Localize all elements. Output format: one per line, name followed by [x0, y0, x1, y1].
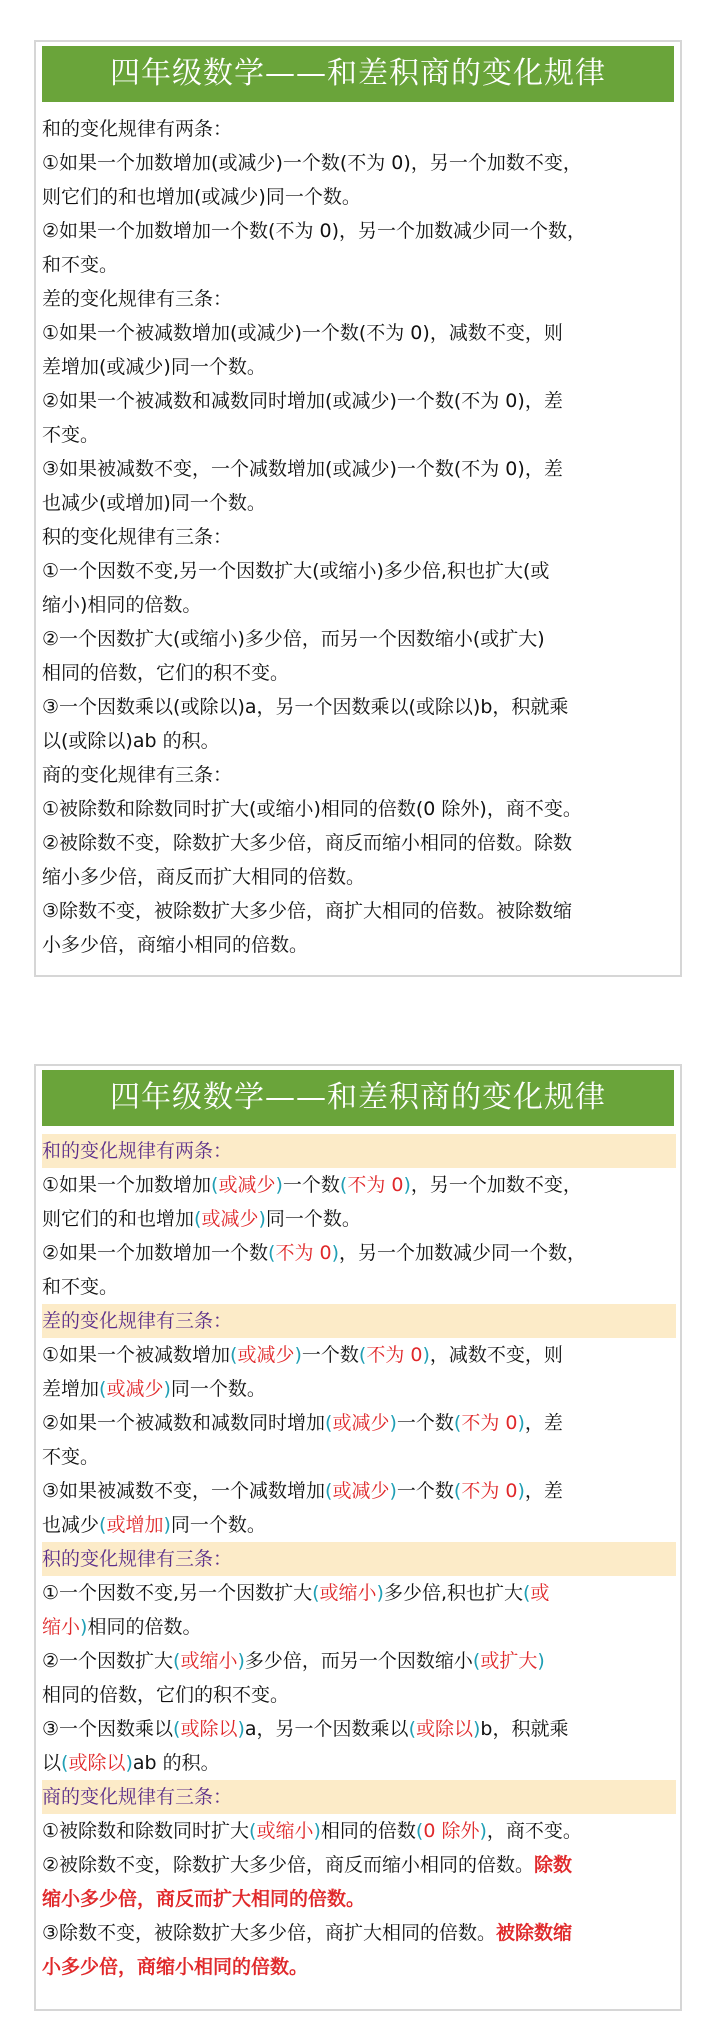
rule-text: 小多少倍，商缩小相同的倍数。: [42, 934, 309, 956]
rule-text: ①如果一个被减数增加(或减少)一个数(不为 0)，减数不变，则: [42, 1344, 563, 1366]
rule-text: 则它们的和也增加(或减少)同一个数。: [42, 1208, 361, 1230]
section-heading-sum: 和的变化规律有两条：: [42, 118, 233, 140]
page-title: 四年级数学——和差积商的变化规律: [42, 46, 674, 102]
rule-text: ③如果被减数不变，一个减数增加(或减少)一个数(不为 0)，差: [42, 458, 563, 480]
rule-text: ②如果一个加数增加一个数(不为 0)，另一个加数减少同一个数，: [42, 220, 586, 242]
rule-text: ①一个因数不变,另一个因数扩大(或缩小)多少倍,积也扩大(或: [42, 1582, 550, 1604]
rule-text: 也减少(或增加)同一个数。: [42, 492, 266, 514]
rule-text: 和不变。: [42, 254, 119, 276]
rules-card-highlighted: [34, 1064, 682, 2011]
rule-text: 以(或除以)ab 的积。: [42, 1752, 220, 1774]
rule-text: ③除数不变，被除数扩大多少倍，商扩大相同的倍数。被除数缩: [42, 900, 573, 922]
section-heading-sum: 和的变化规律有两条：: [42, 1134, 676, 1168]
rule-text: 相同的倍数，它们的积不变。: [42, 1684, 290, 1706]
rule-text: 相同的倍数，它们的积不变。: [42, 662, 290, 684]
rule-text: ②一个因数扩大(或缩小)多少倍，而另一个因数缩小(或扩大): [42, 628, 545, 650]
rules-content: [36, 1126, 680, 1984]
rule-text: ①一个因数不变,另一个因数扩大(或缩小)多少倍,积也扩大(或: [42, 560, 550, 582]
section-heading-quot: 商的变化规律有三条：: [42, 1780, 676, 1814]
section-heading-prod: 积的变化规律有三条：: [42, 526, 233, 548]
section-heading-diff: 差的变化规律有三条：: [42, 288, 233, 310]
rule-text: 差增加(或减少)同一个数。: [42, 356, 266, 378]
rule-text: 缩小多少倍，商反而扩大相同的倍数。: [42, 866, 366, 888]
rule-text: ②如果一个加数增加一个数(不为 0)，另一个加数减少同一个数，: [42, 1242, 587, 1264]
rule-text: 缩小)相同的倍数。: [42, 1616, 202, 1638]
rule-text: 不变。: [42, 424, 100, 446]
rule-text: 不变。: [42, 1446, 100, 1468]
rule-text: ③一个因数乘以(或除以)a，另一个因数乘以(或除以)b，积就乘: [42, 696, 569, 718]
section-heading-prod: 积的变化规律有三条：: [42, 1542, 676, 1576]
section-heading-diff: 差的变化规律有三条：: [42, 1304, 676, 1338]
rule-text: 差增加(或减少)同一个数。: [42, 1378, 266, 1400]
rule-text: ①如果一个加数增加(或减少)一个数(不为 0)，另一个加数不变，: [42, 1174, 582, 1196]
rule-text: ①如果一个被减数增加(或减少)一个数(不为 0)，减数不变，则: [42, 322, 563, 344]
rule-text: 也减少(或增加)同一个数。: [42, 1514, 266, 1536]
rule-text: 以(或除以)ab 的积。: [42, 730, 220, 752]
page-title: 四年级数学——和差积商的变化规律: [42, 1070, 674, 1126]
rule-text: 和不变。: [42, 1276, 119, 1298]
rule-text: ③除数不变，被除数扩大多少倍，商扩大相同的倍数。被除数缩: [42, 1922, 573, 1944]
rule-text: ②被除数不变，除数扩大多少倍，商反而缩小相同的倍数。除数: [42, 832, 573, 854]
rule-text: ①如果一个加数增加(或减少)一个数(不为 0)，另一个加数不变，: [42, 152, 582, 174]
rule-text: 缩小多少倍，商反而扩大相同的倍数。: [42, 1888, 366, 1910]
rule-text: ①被除数和除数同时扩大(或缩小)相同的倍数(0 除外)，商不变。: [42, 1820, 582, 1842]
rule-text: ③如果被减数不变，一个减数增加(或减少)一个数(不为 0)，差: [42, 1480, 563, 1502]
rule-text: ②如果一个被减数和减数同时增加(或减少)一个数(不为 0)，差: [42, 390, 563, 412]
rule-text: 小多少倍，商缩小相同的倍数。: [42, 1956, 309, 1978]
rule-text: 缩小)相同的倍数。: [42, 594, 202, 616]
rules-card-plain: [34, 40, 682, 977]
rule-text: ③一个因数乘以(或除以)a，另一个因数乘以(或除以)b，积就乘: [42, 1718, 569, 1740]
rule-text: ②被除数不变，除数扩大多少倍，商反而缩小相同的倍数。除数: [42, 1854, 573, 1876]
rule-text: ②如果一个被减数和减数同时增加(或减少)一个数(不为 0)，差: [42, 1412, 563, 1434]
rule-text: ②一个因数扩大(或缩小)多少倍，而另一个因数缩小(或扩大): [42, 1650, 545, 1672]
rule-text: ①被除数和除数同时扩大(或缩小)相同的倍数(0 除外)，商不变。: [42, 798, 582, 820]
rule-text: 则它们的和也增加(或减少)同一个数。: [42, 186, 361, 208]
rules-content: [36, 102, 680, 962]
section-heading-quot: 商的变化规律有三条：: [42, 764, 233, 786]
